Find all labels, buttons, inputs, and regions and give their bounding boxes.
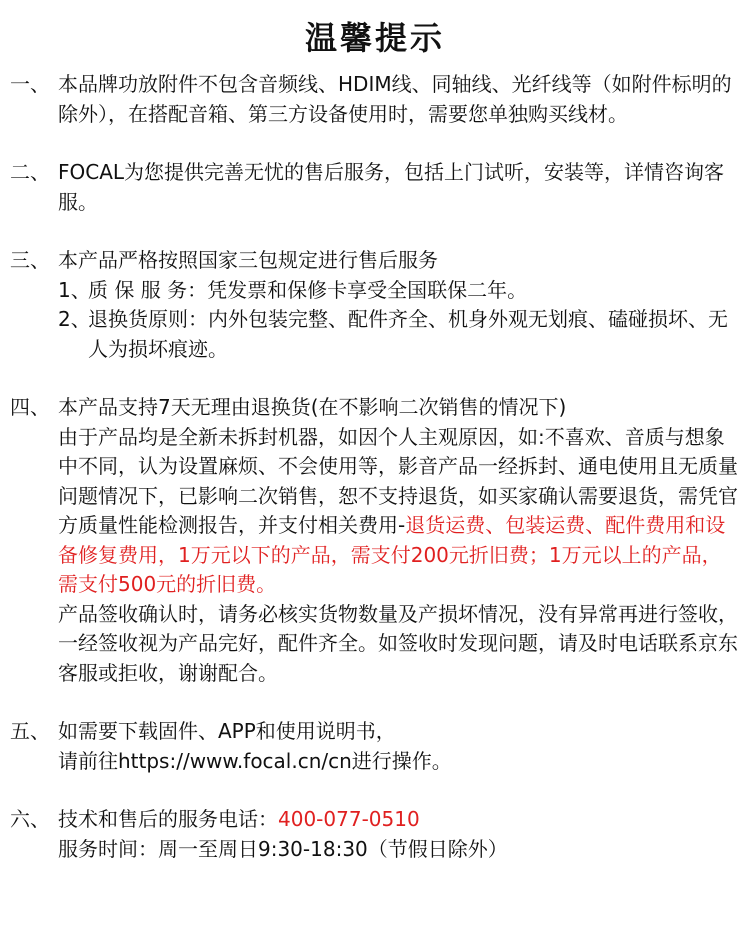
- section-3: [0, 246, 750, 364]
- page-title: 温馨提示: [304, 19, 445, 57]
- return-policy-text: 由于产品均是全新未拆封机器，如因个人主观原因，如:不喜欢、音质与想象中不同，认为设置麻烦、不会使用等，影音产品一经拆封、通电使用且无质量问题情况下，已影响二次销售，恕不支持退货，如买家确认需要退货，需凭官方质量性能检测报告，并支付相关费用-: [58, 424, 738, 537]
- warranty-item-text: 质 保 服 务：凭发票和保修卡享受全国联保二年。: [88, 277, 528, 302]
- notice-content: [0, 70, 750, 864]
- return-principle-number: 2、: [58, 307, 91, 331]
- section-1-number: 一、: [10, 72, 50, 96]
- warranty-item-number: 1、: [58, 277, 91, 302]
- section-5: [0, 717, 750, 776]
- section-3-number: 三、: [10, 248, 50, 272]
- section-1: [0, 70, 750, 129]
- section-4: [0, 393, 750, 688]
- section-4-number: 四、: [10, 395, 50, 419]
- return-principle-item: [0, 305, 750, 364]
- section-5-text: 如需要下载固件、APP和使用说明书，: [58, 719, 396, 743]
- return-policy-paragraph: [0, 423, 750, 600]
- return-fees-highlight: 退货运费、包装运费、配件费用和设备修复费用，1万元以下的产品，需支付200元折旧费；1万元以上的产品，需支付500元的折旧费。: [58, 513, 726, 596]
- section-1-text: 本品牌功放附件不包含音频线、HDIM线、同轴线、光纤线等（如附件标明的除外），在搭配音箱、第三方设备使用时，需要您单独购买线材。: [58, 72, 732, 126]
- section-2-text: FOCAL为您提供完善无忧的售后服务，包括上门试听，安装等，详情咨询客服。: [58, 160, 725, 214]
- return-principle-text: 退换货原则：内外包装完整、配件齐全、机身外观无划痕、磕碰损坏、无人为损坏痕迹。: [88, 307, 728, 361]
- section-5-number: 五、: [10, 719, 50, 743]
- section-2: [0, 158, 750, 217]
- service-phone-number: 400-077-0510: [278, 807, 420, 831]
- receipt-check-paragraph: 产品签收确认时，请务必核实货物数量及产损坏情况，没有异常再进行签收，一经签收视为产品完好，配件齐全。如签收时发现问题，请及时电话联系京东客服或拒收，谢谢配合。: [58, 601, 738, 685]
- section-3-heading: 本产品严格按照国家三包规定进行售后服务: [58, 248, 438, 272]
- section-2-number: 二、: [10, 160, 50, 184]
- warranty-item: [0, 276, 750, 306]
- section-4-heading: 本产品支持7天无理由退换货(在不影响二次销售的情况下): [58, 395, 567, 419]
- section-6: [0, 805, 750, 864]
- service-hours: 服务时间：周一至周日9:30-18:30（节假日除外）: [58, 836, 508, 861]
- service-phone-label: 技术和售后的服务电话：: [58, 807, 278, 831]
- section-6-number: 六、: [10, 807, 50, 831]
- download-link-text: 请前往https://www.focal.cn/cn进行操作。: [58, 748, 452, 773]
